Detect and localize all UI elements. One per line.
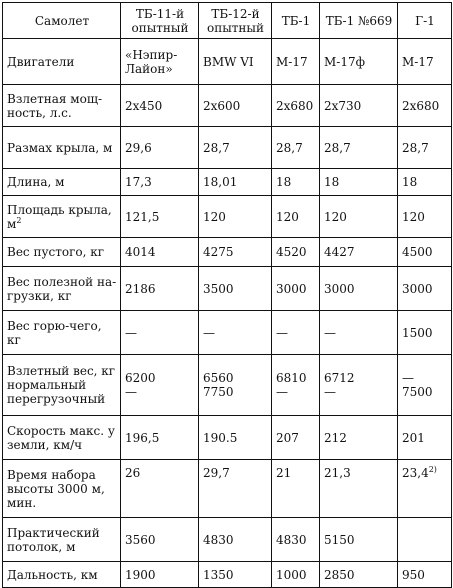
table-cell: 4427: [320, 238, 398, 267]
table-cell: 120: [320, 196, 398, 238]
row-label: Взлетный вес, кг нормальный перегрузочный: [3, 355, 121, 416]
header-tb12: ТБ-12-й опытный: [199, 3, 272, 39]
table-cell: 4830: [272, 518, 320, 562]
header-aircraft: Самолет: [3, 3, 121, 39]
table-cell: 28,7: [199, 127, 272, 169]
table-cell: M-17: [398, 39, 452, 85]
table-cell: 207: [272, 416, 320, 460]
table-row: [3, 39, 452, 85]
table-cell: 1000: [272, 562, 320, 588]
row-label: [3, 196, 121, 238]
table-cell: 28,7: [272, 127, 320, 169]
table-cell: 29,7: [199, 460, 272, 518]
table-cell: 120: [398, 196, 452, 238]
table-cell: 3000: [398, 267, 452, 311]
table-row: [3, 562, 452, 588]
table-cell: 6200 —: [121, 355, 199, 416]
table-cell: 2x730: [320, 85, 398, 127]
table-cell: 2x600: [199, 85, 272, 127]
table-cell: 17,3: [121, 169, 199, 196]
table-cell: 121,5: [121, 196, 199, 238]
table-row: [3, 85, 452, 127]
header-tb1: ТБ-1: [272, 3, 320, 39]
table-cell: 28,7: [398, 127, 452, 169]
table-cell: 4500: [398, 238, 452, 267]
row-label: Вес горю-чего, кг: [3, 311, 121, 355]
table-cell: —: [272, 311, 320, 355]
row-label: Время набора высоты 3000 м, мин.: [3, 460, 121, 518]
table-cell: 2x680: [398, 85, 452, 127]
superscript: 2: [16, 215, 22, 225]
table-cell: 2186: [121, 267, 199, 311]
table-row: [3, 416, 452, 460]
aircraft-spec-table: [2, 2, 452, 588]
table-cell: 190.5: [199, 416, 272, 460]
table-cell: 28,7: [320, 127, 398, 169]
table-row: [3, 460, 452, 518]
row-label: Дальность, км: [3, 562, 121, 588]
table-cell: M-17ф: [320, 39, 398, 85]
table-row: [3, 267, 452, 311]
table-cell: 3500: [199, 267, 272, 311]
table-cell: 5150: [320, 518, 398, 562]
table-cell: 950: [398, 562, 452, 588]
table-cell: 18,01: [199, 169, 272, 196]
footnote-marker: 2): [428, 465, 437, 474]
table-cell: 18: [398, 169, 452, 196]
row-label: Взлетная мощ-ность, л.с.: [3, 85, 121, 127]
table-cell: —: [121, 311, 199, 355]
table-cell: 120: [272, 196, 320, 238]
table-row: [3, 238, 452, 267]
table-cell: 2x680: [272, 85, 320, 127]
table-row: [3, 169, 452, 196]
header-g1: Г-1: [398, 3, 452, 39]
table-row: [3, 311, 452, 355]
table-cell: 1900: [121, 562, 199, 588]
row-label: Вес полезной на-грузки, кг: [3, 267, 121, 311]
row-label: Практический потолок, м: [3, 518, 121, 562]
table-cell: 3000: [272, 267, 320, 311]
row-label: Вес пустого, кг: [3, 238, 121, 267]
table-cell: 29,6: [121, 127, 199, 169]
table-cell: 2850: [320, 562, 398, 588]
table-cell: —: [199, 311, 272, 355]
header-tb1-669: ТБ-1 №669: [320, 3, 398, 39]
table-cell: 6712 —: [320, 355, 398, 416]
table-cell: 4275: [199, 238, 272, 267]
table-cell: [398, 460, 452, 518]
table-row: [3, 518, 452, 562]
table-cell: 2x450: [121, 85, 199, 127]
table-row: [3, 355, 452, 416]
row-label: Двигатели: [3, 39, 121, 85]
row-label: Скорость макс. у земли, км/ч: [3, 416, 121, 460]
table-cell: 4014: [121, 238, 199, 267]
table-cell: M-17: [272, 39, 320, 85]
table-cell: —: [320, 311, 398, 355]
table-row: [3, 127, 452, 169]
table-cell: 4520: [272, 238, 320, 267]
table-cell: 120: [199, 196, 272, 238]
table-cell: [398, 518, 452, 562]
table-cell: 201: [398, 416, 452, 460]
table-cell: 3000: [320, 267, 398, 311]
table-cell: «Нэпир-Лайон»: [121, 39, 199, 85]
cell-value: 23,4: [402, 466, 429, 480]
header-row: [3, 3, 452, 39]
table-cell: 212: [320, 416, 398, 460]
row-label: Длина, м: [3, 169, 121, 196]
table-cell: 4830: [199, 518, 272, 562]
table-cell: 26: [121, 460, 199, 518]
table-cell: — 7500: [398, 355, 452, 416]
table-cell: 18: [320, 169, 398, 196]
table-cell: 21: [272, 460, 320, 518]
table-cell: 1350: [199, 562, 272, 588]
table-cell: 21,3: [320, 460, 398, 518]
table-row: [3, 196, 452, 238]
table-cell: 3560: [121, 518, 199, 562]
table-cell: 6560 7750: [199, 355, 272, 416]
header-tb11: ТБ-11-й опытный: [121, 3, 199, 39]
table-cell: 6810 —: [272, 355, 320, 416]
row-label: Размах крыла, м: [3, 127, 121, 169]
row-label-text: Площадь крыла, м: [7, 202, 112, 231]
table-cell: 1500: [398, 311, 452, 355]
table-cell: 196,5: [121, 416, 199, 460]
table-cell: 18: [272, 169, 320, 196]
table-cell: BMW VI: [199, 39, 272, 85]
